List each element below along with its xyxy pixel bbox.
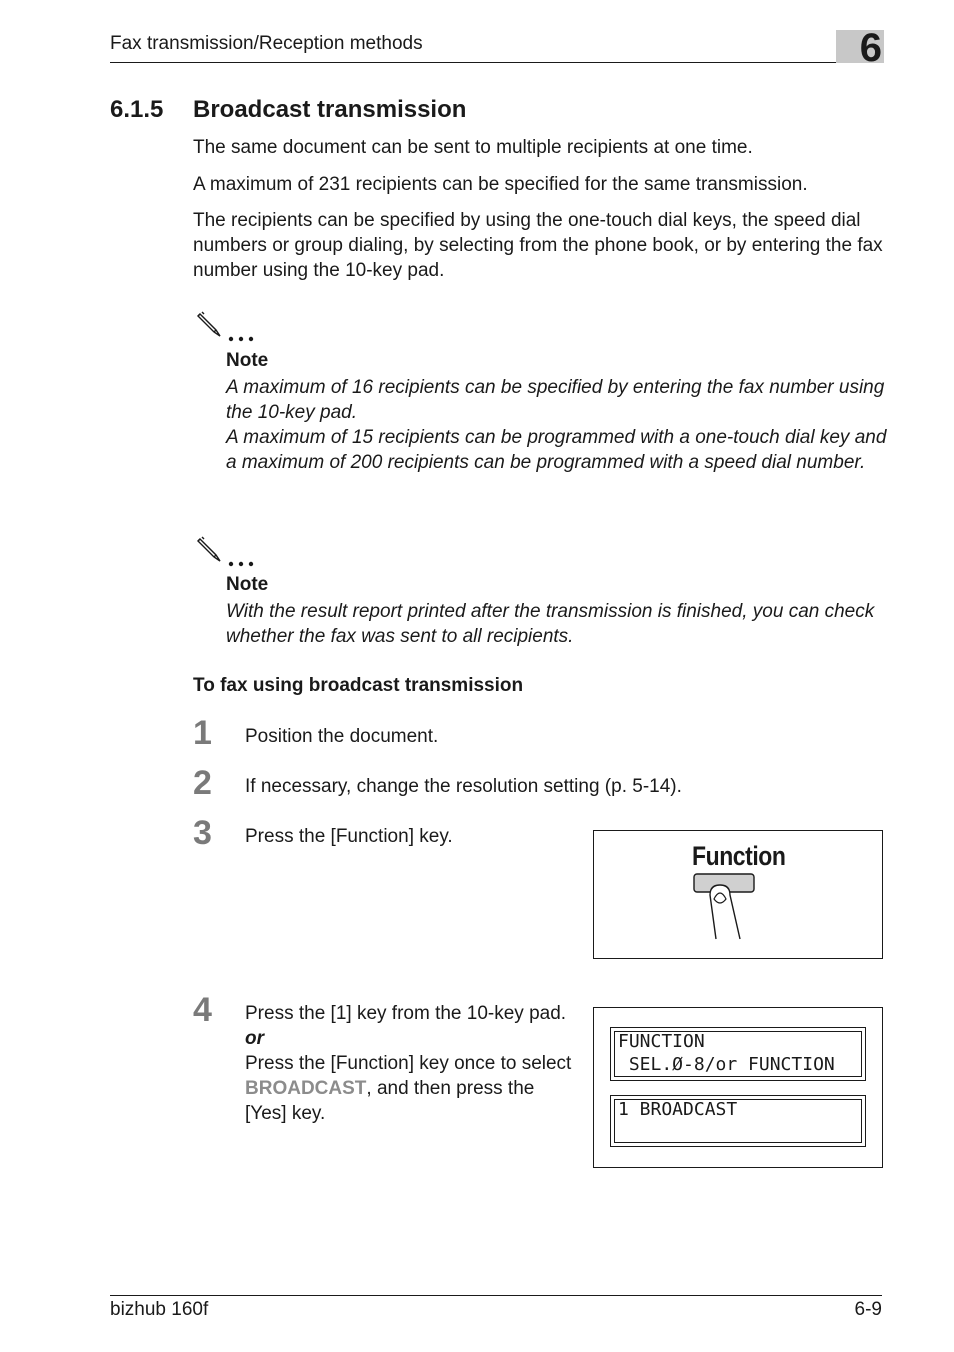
procedure-title: To fax using broadcast transmission	[193, 675, 524, 696]
finger-pressing-key-icon	[686, 871, 758, 943]
header-rule	[110, 62, 882, 63]
step-text: If necessary, change the resolution setting (p. 5-14).	[245, 776, 682, 797]
note-pencil-icon	[196, 535, 260, 567]
footer-page-number: 6-9	[854, 1299, 882, 1320]
note-pencil-icon	[196, 310, 260, 342]
step-number: 4	[193, 991, 212, 1029]
step-text: Press the [Function] key.	[245, 826, 453, 847]
step-instruction-part: , and then press the [Yes] key.	[245, 1078, 535, 1124]
lcd-line: FUNCTION	[618, 1031, 705, 1052]
lcd-screen-function	[610, 1027, 866, 1081]
function-key-figure	[593, 830, 883, 959]
step-instruction-alt	[245, 1051, 580, 1126]
step-instruction: Press the [1] key from the 10-key pad.	[245, 1003, 567, 1024]
intro-paragraph-3: The recipients can be specified by using the one-touch dial keys, the speed dial numbers or group dialing, by selecting from the phone book, or by entering the fax number using the 10-key pad.	[193, 210, 883, 281]
footer-rule	[110, 1295, 882, 1296]
footer-model: bizhub 160f	[110, 1299, 209, 1320]
or-connector: or	[245, 1028, 264, 1049]
step-text: Position the document.	[245, 726, 439, 747]
section-number: 6.1.5	[110, 96, 164, 123]
running-header: Fax transmission/Reception methods	[110, 33, 423, 54]
note-label: Note	[226, 574, 269, 595]
intro-paragraph-1: The same document can be sent to multiple recipients at one time.	[193, 137, 753, 158]
intro-paragraph-2: A maximum of 231 recipients can be specified for the same transmission.	[193, 174, 808, 195]
function-key-label: Function	[692, 841, 786, 871]
note-text: A maximum of 16 recipients can be specified by entering the fax number using the 10-key pad.	[226, 377, 885, 423]
step-number: 3	[193, 814, 212, 852]
step-number: 2	[193, 764, 212, 802]
note-label: Note	[226, 350, 269, 371]
step-number: 1	[193, 714, 212, 752]
note-text: A maximum of 15 recipients can be programmed with a one-touch dial key and a maximum of 200 recipients can be programmed with a speed dial number.	[226, 427, 887, 473]
section-title: Broadcast transmission	[193, 96, 467, 123]
lcd-line: 1 BROADCAST	[618, 1099, 738, 1120]
step-instruction-part: Press the [Function] key once to select	[245, 1053, 572, 1074]
lcd-display-figure	[593, 1007, 883, 1168]
menu-item-name: BROADCAST	[245, 1078, 367, 1099]
lcd-line: SEL.Ø-8/or FUNCTION	[618, 1054, 835, 1075]
step-text	[245, 1001, 580, 1126]
note-text: With the result report printed after the transmission is finished, you can check whether the fax was sent to all recipients.	[226, 601, 875, 647]
lcd-screen-broadcast	[610, 1095, 866, 1147]
chapter-number: 6	[859, 26, 882, 70]
